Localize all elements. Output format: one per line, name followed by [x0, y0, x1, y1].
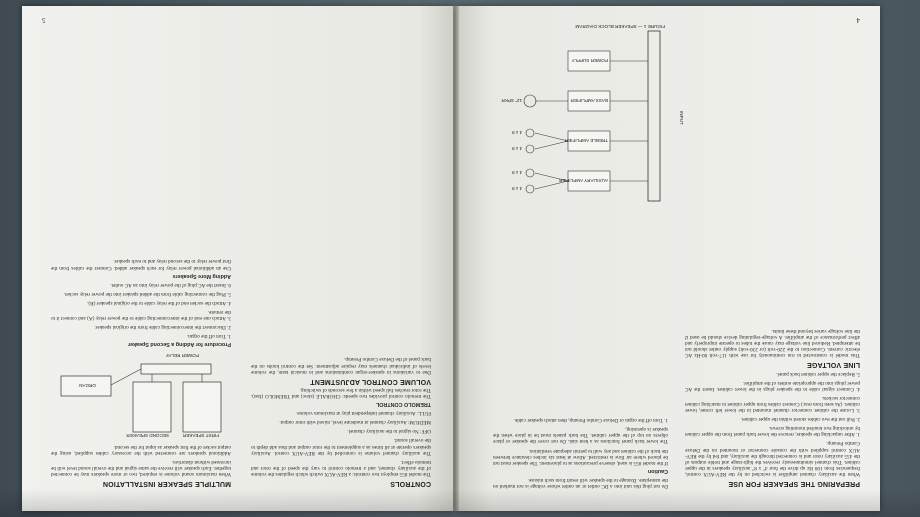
label-organ: ORGAN [79, 383, 96, 389]
proc-step-5: 5. Plug the connecting cable from the added speaker into the power relay socket. [63, 290, 231, 297]
label-treble-amplifier: TREBLE AMPLIFIER [564, 138, 608, 143]
first-speaker-cabinet [183, 382, 221, 432]
section-heading-multiple-speaker: MULTIPLE SPEAKER INSTALLATION [102, 480, 231, 487]
label-input: INPUT [679, 111, 684, 125]
open-manual-spread [22, 6, 880, 511]
speaker-connection-diagram [51, 350, 231, 440]
manual-page-left [457, 6, 880, 511]
label-output-3: 4 x 8 [512, 146, 522, 151]
step-4: 4. Connect signal cable to the speaker plugs in the lower cabinet. Insert the AC power plugs into the appropriate outlets of the amplifier. [685, 379, 860, 392]
proc-step-2: 2. Disconnect the interconnecting cable from the original speaker. [94, 324, 231, 331]
proc-step-4: 4. Attach the socket end of the relay cable to the original speaker (B). [87, 299, 231, 306]
label-output-2: 4 x 8 [512, 170, 522, 175]
paragraph-intro: When the auxiliary channel amplifier is switched on by the REV-AUX control, frequencies from 100 Hz up drive the four 4" x 8" auxiliary speakers in the upper cabinet. This channel simultaneously receives the high-range and treble outputs of the 455 auxiliary rotor and is connected through the auxiliary, and fed by the REV-AUX control supplied with the console connector or mounted on the Deluxe Combo Preamp. [685, 440, 860, 477]
paragraph-multiple-2: Additional speakers are connected with the accessory cables supplied, using the output socket of the first speaker as input for the second. [51, 443, 231, 456]
power-relay-box [141, 364, 211, 374]
label-output-1: 4 x 8 [512, 186, 522, 191]
paragraph-tremolo: The tremolo control provides two speeds: CHORALE (slow) and TREMOLO (fast). The rotor reaches full speed within a few seconds of switching. [251, 386, 431, 399]
step-1: 1. After unpacking the speaker, remove the lower back panel from the upper cabinet by unlocking two knurled mounting screws. [685, 425, 860, 438]
bullet-medium: MEDIUM: Auxiliary channel at moderate level, mixed with rotor output. [279, 419, 431, 426]
page-number-right: 5 [42, 16, 46, 24]
speaker-icon [526, 169, 534, 177]
paragraph-dc-warning: Do not plug this unit into a DC outlet or an outlet whose voltage is not marked on the nameplate. Damage to the speaker will result from such misuse. [493, 476, 668, 489]
step-2: 2. Pull out the two cables stored within the upper cabinet. [740, 416, 860, 423]
adding-more-heading: Adding More Speakers [172, 272, 231, 279]
paragraph-adding-more: Use an additional power relay for each speaker added. Connect the cables from the first power relay to the second relay and to each speaker. [51, 258, 231, 271]
paragraph-controls-1: The model 855 employs two controls: a REV-AUX switch which regulates the volume of the auxiliary channel, and a tremolo control to vary the speed of the rotor and tremolo effect. [251, 458, 431, 477]
right-page-column-1 [251, 353, 431, 489]
paragraph-line-voltage: This model is constructed to run continuously for use with 117-volt 60-Hz AC electric current. Connection to the 220-volt (or 230-volt) supply outlet should not be attempted. Reduced line voltage may cause the tubes to operate improperly and affect performance of the amplifier. A voltage-regulating device should be used if the line voltage varies beyond these limits. [685, 328, 860, 359]
paragraph-caution: If the model 855 is used, observe precautions as to placement. The speaker must not be placed where air flow is restricted. Allow at least six inches clearance between the back of the cabinet and any wall to permit adequate ventilation. [493, 447, 668, 466]
proc-step-6: 6. Insert the AC plug of the power relay into an AC outlet. [110, 281, 231, 288]
label-output-4: 4 x 8 [512, 130, 522, 135]
bus-bar [648, 31, 660, 201]
left-page-column-1 [685, 325, 860, 489]
step-5: 5. Replace the upper cabinet back panel. [776, 370, 860, 377]
label-output-5: 12" SPKR [501, 98, 522, 103]
section-heading-controls: CONTROLS [390, 480, 431, 487]
paragraph-multiple-1: When maximum sound volume is required, two or more speakers may be connected together. Each speaker will receive the same signal and the overall sound level will be increased without distortion. [51, 458, 231, 477]
speaker-icon [526, 185, 534, 193]
speaker-icon [524, 95, 536, 107]
label-bass-amplifier: BASS AMPLIFIER [570, 98, 608, 103]
paragraph-heat-sink: The lower back panel functions as a heat sink. Do not cover the speaker or place objects on top of the upper cabinet. The back panels must be in place when the speaker is operating. [493, 426, 668, 445]
bullet-off: OFF: No signal to the auxiliary channel. [347, 428, 431, 435]
proc-step-1: 1. Turn off the organ. [186, 333, 231, 340]
paragraph-controls-2: The auxiliary channel volume is controlled by the REV-AUX control. Auxiliary speakers operate at all times as a supplement to the rotor output and thus add depth to the overall sound. [251, 437, 431, 456]
manual-page-right [22, 6, 453, 511]
page-number-left: 4 [856, 16, 860, 24]
figure-title: FIGURE 1 — SPEAKER BLOCK DIAGRAM [575, 24, 665, 29]
step-3: 3. Locate the cabinet connector channel mounted in the lower left corner, lower cabinet. (As seen from rear.) Connect cables from upper cabinet to matching cabinet connector sockets. [685, 394, 860, 414]
section-heading-volume: VOLUME CONTROL ADJUSTMENT [310, 377, 431, 385]
label-power-supply: POWER SUPPLY [571, 58, 608, 63]
connection-diagram-svg [51, 350, 231, 440]
section-heading-line-voltage: LINE VOLTAGE [806, 361, 860, 369]
label-second-speaker: SECOND SPEAKER [126, 433, 169, 439]
tremolo-heading: TREMOLO CONTROL [375, 401, 431, 408]
speaker-icon [526, 145, 534, 153]
left-page-column-2 [493, 414, 668, 489]
section-heading-preparing: PREPARING THE SPEAKER FOR USE [728, 480, 860, 487]
procedure-heading: Procedure for Adding a Second Speaker [127, 341, 231, 348]
caution-heading: Caution [647, 467, 668, 474]
label-first-speaker: FIRST SPEAKER [182, 433, 219, 439]
proc-step-3: 3. Attach one end of the interconnecting cable to the power relay (A) and connect it to the remote. [51, 309, 231, 322]
label-auxiliary-amplifier: AUXILIARY AMPLIFIER [558, 178, 608, 183]
speaker-icon [526, 129, 534, 137]
bullet-full: FULL: Auxiliary channel independent play at maximum volume. [295, 410, 431, 417]
second-speaker-cabinet [133, 382, 171, 432]
speaker-block-diagram [470, 21, 720, 211]
label-power-relay: POWER RELAY [165, 353, 199, 359]
paragraph-turn-off: 1. Turn off the organ or Deluxe Combo Preamp, then attach speaker cable. [513, 417, 668, 424]
paragraph-volume: Due to variations in speaker-organ combinations and in musical taste, the volume levels of individual channels may require adjustment. Set the control knobs on the back panel of the Deluxe Combo Preamp. [251, 356, 431, 375]
block-diagram-svg [470, 21, 720, 211]
right-page-column-2 [51, 255, 231, 489]
